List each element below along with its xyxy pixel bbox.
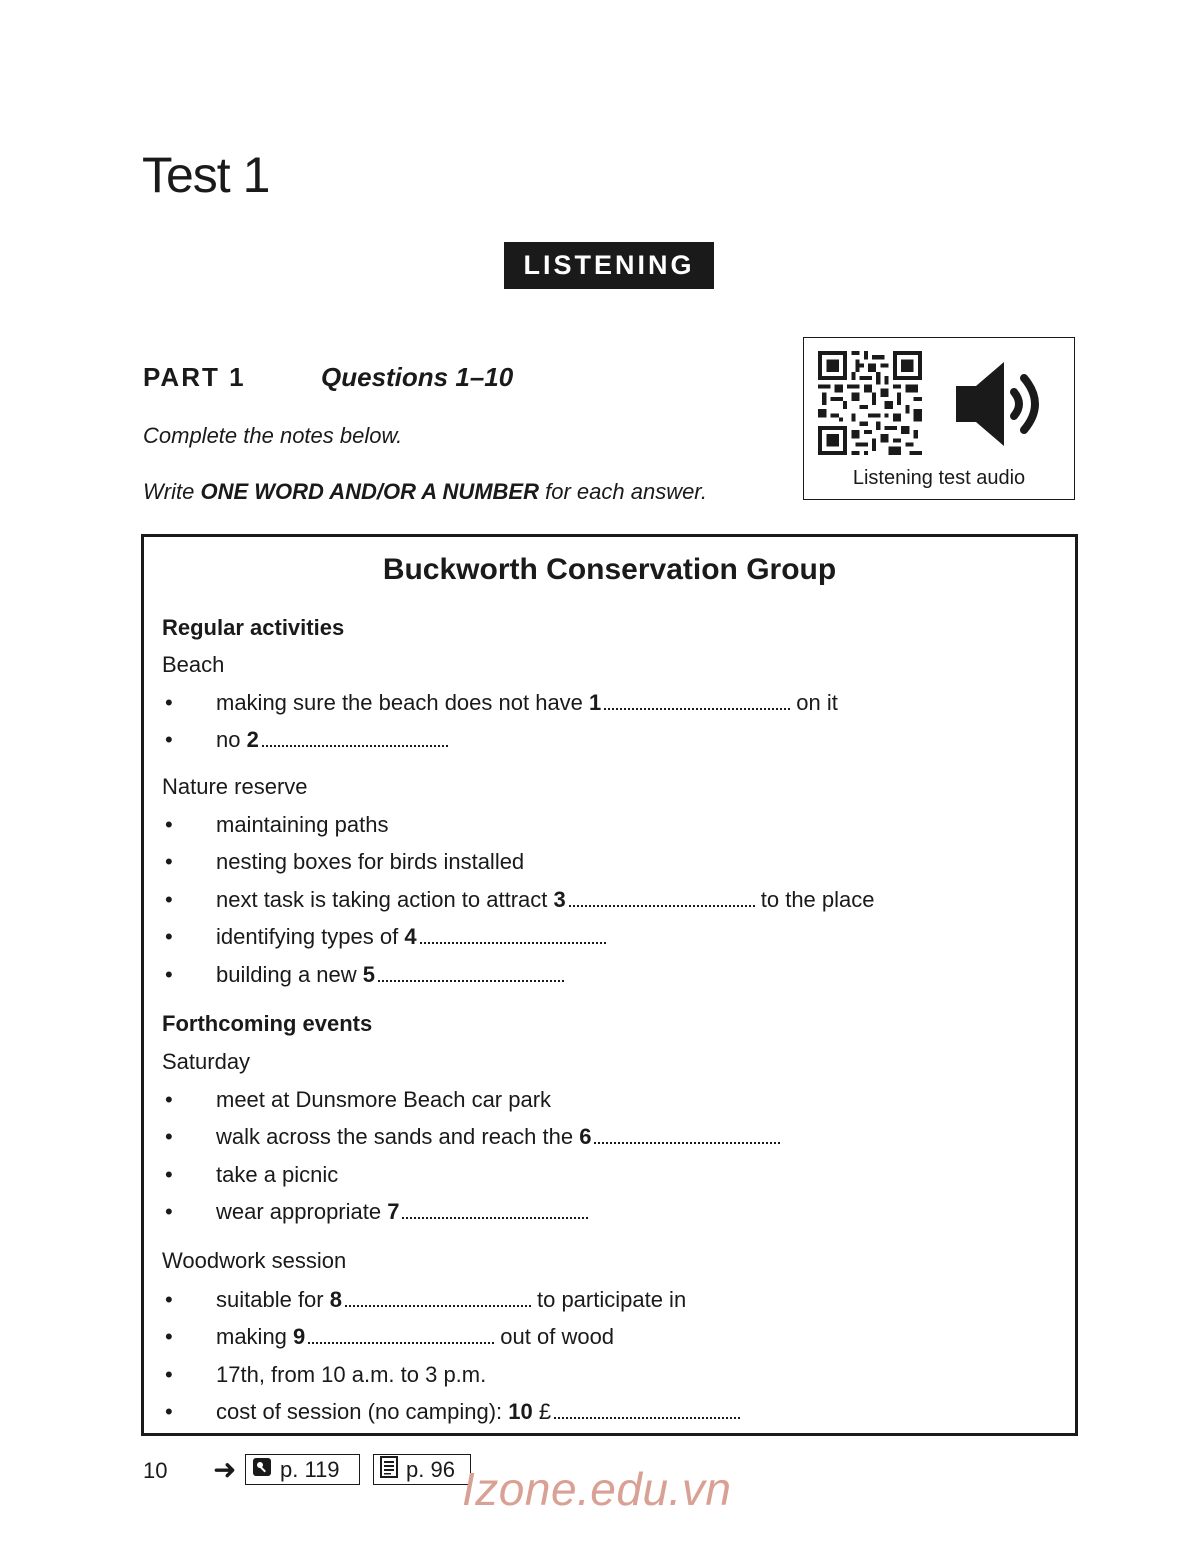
answer-gap[interactable] (569, 887, 755, 907)
item-text: identifying types of (216, 924, 405, 949)
reference-text: p. 96 (406, 1456, 455, 1482)
item-text: building a new (216, 962, 363, 987)
item-text: next task is taking action to attract (216, 887, 554, 912)
question-number: 1 (589, 690, 602, 715)
page-number: 10 (143, 1458, 168, 1483)
instruction-text: for each answer. (539, 479, 707, 504)
questions-label: Questions 1–10 (321, 362, 514, 392)
part-label: PART 1 (143, 362, 246, 392)
page-title: Test 1 (142, 147, 270, 203)
regular-activities-heading: Regular activities (162, 615, 345, 640)
bullet-icon: • (165, 727, 173, 752)
answer-key-reference[interactable] (245, 1454, 360, 1485)
item-text: nesting boxes for birds installed (216, 849, 525, 874)
item-text: on it (796, 690, 838, 715)
question-number: 9 (293, 1324, 306, 1349)
item-text: meet at Dunsmore Beach car park (216, 1087, 552, 1112)
document-icon (380, 1456, 398, 1484)
instruction-text: Write (143, 479, 201, 504)
arrow-right-icon: ➜ (213, 1454, 237, 1485)
question-number: 8 (329, 1287, 342, 1312)
bullet-icon: • (165, 812, 173, 837)
transcript-reference[interactable] (373, 1454, 471, 1485)
instruction-complete: Complete the notes below. (143, 423, 403, 448)
bullet-icon: • (165, 1399, 173, 1424)
answer-gap[interactable] (554, 1399, 740, 1419)
bullet-icon: • (165, 1287, 173, 1312)
question-number: 2 (246, 727, 259, 752)
answer-gap[interactable] (420, 924, 606, 944)
question-number: 5 (362, 962, 376, 987)
woodwork-label: Woodwork session (162, 1248, 347, 1273)
saturday-label: Saturday (162, 1049, 251, 1074)
bullet-icon: • (165, 887, 173, 912)
bullet-icon: • (165, 924, 173, 949)
forthcoming-events-heading: Forthcoming events (162, 1011, 373, 1036)
question-number: 6 (579, 1124, 592, 1149)
bullet-icon: • (165, 1362, 173, 1387)
answer-gap[interactable] (402, 1199, 588, 1219)
answer-gap[interactable] (378, 962, 564, 982)
speaker-icon[interactable] (952, 356, 1048, 452)
question-number: 7 (387, 1199, 400, 1224)
item-text: suitable for (216, 1287, 330, 1312)
answer-gap[interactable] (262, 727, 448, 747)
bullet-icon: • (165, 1199, 173, 1224)
item-text: no (216, 727, 247, 752)
item-text: 17th, from 10 a.m. to 3 p.m. (216, 1362, 487, 1387)
item-text: making sure the beach does not have (216, 690, 590, 715)
section-badge: LISTENING (504, 242, 714, 289)
bullet-icon: • (165, 1324, 173, 1349)
item-text: take a picnic (216, 1162, 339, 1187)
reference-text: p. 119 (280, 1456, 340, 1482)
key-icon (252, 1457, 272, 1483)
answer-gap[interactable] (604, 690, 790, 710)
nature-reserve-label: Nature reserve (162, 774, 308, 799)
watermark: Izone.edu.vn (462, 1463, 732, 1515)
notes-title: Buckworth Conservation Group (382, 553, 837, 586)
item-text: maintaining paths (216, 812, 389, 837)
item-text: to the place (760, 887, 875, 912)
qr-code-icon[interactable] (818, 351, 922, 455)
bullet-icon: • (165, 1087, 173, 1112)
item-text: cost of session (no camping): (216, 1399, 509, 1424)
instruction-emphasis: ONE WORD AND/OR A NUMBER (200, 479, 539, 504)
bullet-icon: • (165, 962, 173, 987)
bullet-icon: • (165, 690, 173, 715)
currency-symbol: £ (538, 1399, 552, 1424)
audio-panel[interactable] (803, 337, 1075, 500)
answer-gap[interactable] (594, 1124, 780, 1144)
answer-gap[interactable] (308, 1324, 494, 1344)
instruction-word-limit (143, 479, 707, 505)
audio-caption: Listening test audio (852, 467, 1026, 489)
question-number: 4 (404, 924, 417, 949)
item-text: making (216, 1324, 294, 1349)
notes-box (141, 534, 1078, 1436)
item-text: to participate in (536, 1287, 687, 1312)
item-text: wear appropriate (216, 1199, 388, 1224)
answer-gap[interactable] (345, 1287, 531, 1307)
beach-label: Beach (162, 652, 225, 677)
bullet-icon: • (165, 1162, 173, 1187)
item-text: walk across the sands and reach the (216, 1124, 580, 1149)
bullet-icon: • (165, 1124, 173, 1149)
item-text: out of wood (500, 1324, 615, 1349)
question-number: 3 (553, 887, 566, 912)
bullet-icon: • (165, 849, 173, 874)
question-number: 10 (508, 1399, 533, 1424)
